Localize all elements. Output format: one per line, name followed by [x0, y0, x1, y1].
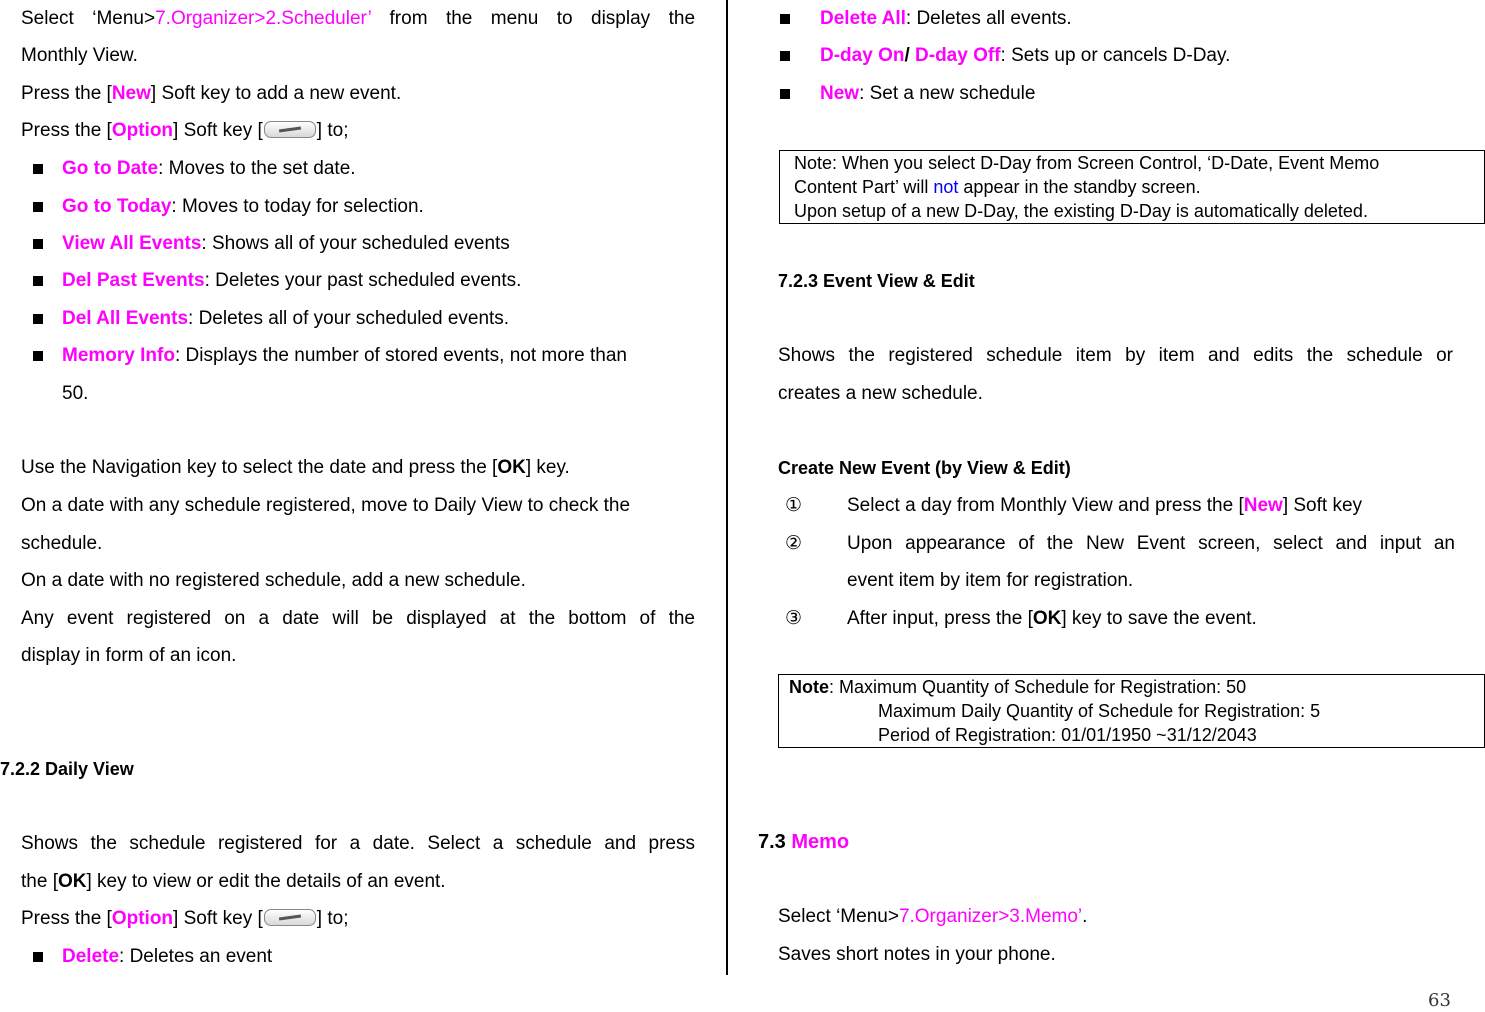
daily-line-2: the [OK] key to view or edit the details of an event.: [21, 871, 446, 892]
note2-line-3: Period of Registration: 01/01/1950 ~31/12/2043: [878, 725, 1257, 745]
note2-line-2: Maximum Daily Quantity of Schedule for Registration: 5: [878, 701, 1321, 721]
bullet-square-icon: [33, 239, 43, 249]
bullet-square-icon: [33, 276, 43, 286]
bullet-square-icon: [33, 164, 43, 174]
bullet-square-icon: [780, 51, 790, 61]
memo-line-1: Select ‘Menu>7.Organizer>3.Memo’.: [778, 906, 1088, 927]
daily-view-heading: 7.2.2 Daily View: [0, 759, 134, 779]
registration-note-box: [778, 674, 1485, 748]
note2-line-1: Note: Maximum Quantity of Schedule for Registration: 50: [789, 677, 1247, 697]
bullet-square-icon: [780, 89, 790, 99]
bullet-square-icon: [33, 351, 43, 361]
note1-line-1: Note: When you select D-Day from Screen Control, ‘D-Date, Event Memo: [794, 153, 1380, 173]
nav-line-3: schedule.: [21, 533, 103, 554]
bullet-square-icon: [33, 952, 43, 962]
create-event-heading: Create New Event (by View & Edit): [778, 458, 1071, 478]
bullet-square-icon: [33, 202, 43, 212]
event-view-line-2: creates a new schedule.: [778, 383, 983, 404]
dday-note-box: [779, 150, 1485, 224]
new-softkey-line: Press the [New] Soft key to add a new event.: [21, 83, 402, 104]
bullet-square-icon: [780, 14, 790, 24]
nav-line-4: On a date with no registered schedule, add a new schedule.: [21, 570, 526, 591]
note1-line-3: Upon setup of a new D-Day, the existing D-Day is automatically deleted.: [794, 201, 1368, 221]
softkey-icon: [264, 909, 316, 926]
event-view-line-1: Shows the registered schedule item by item and edits the schedule or: [778, 345, 1453, 366]
event-view-heading: 7.2.3 Event View & Edit: [778, 271, 975, 291]
daily-option-line: Press the [Option] Soft key [ ] to;: [21, 908, 349, 929]
bullet-square-icon: [33, 314, 43, 324]
step-2-cont: event item by item for registration.: [847, 570, 1134, 591]
memo-heading: 7.3 Memo: [758, 831, 850, 853]
option-softkey-line: Press the [Option] Soft key [ ] to;: [21, 120, 349, 141]
memo-line-2: Saves short notes in your phone.: [778, 944, 1056, 965]
intro-line-2: Monthly View.: [21, 45, 138, 66]
intro-line-1: Select ‘Menu>7.Organizer>2.Scheduler’ from the menu to display the: [21, 8, 696, 29]
nav-line-1: Use the Navigation key to select the date and press the [OK] key.: [21, 457, 570, 478]
note1-line-2: Content Part’ will not appear in the standby screen.: [794, 177, 1201, 197]
nav-line-6: display in form of an icon.: [21, 645, 237, 666]
nav-line-2: On a date with any schedule registered, move to Daily View to check the: [21, 495, 631, 516]
option-item-memory-info-cont: 50.: [62, 383, 89, 404]
daily-line-1: Shows the schedule registered for a date. Select a schedule and press: [21, 833, 695, 854]
page-number: 63: [1428, 990, 1451, 1011]
nav-line-5: Any event registered on a date will be displayed at the bottom of the: [21, 608, 695, 629]
softkey-icon: [264, 121, 316, 138]
column-divider: [726, 0, 728, 975]
